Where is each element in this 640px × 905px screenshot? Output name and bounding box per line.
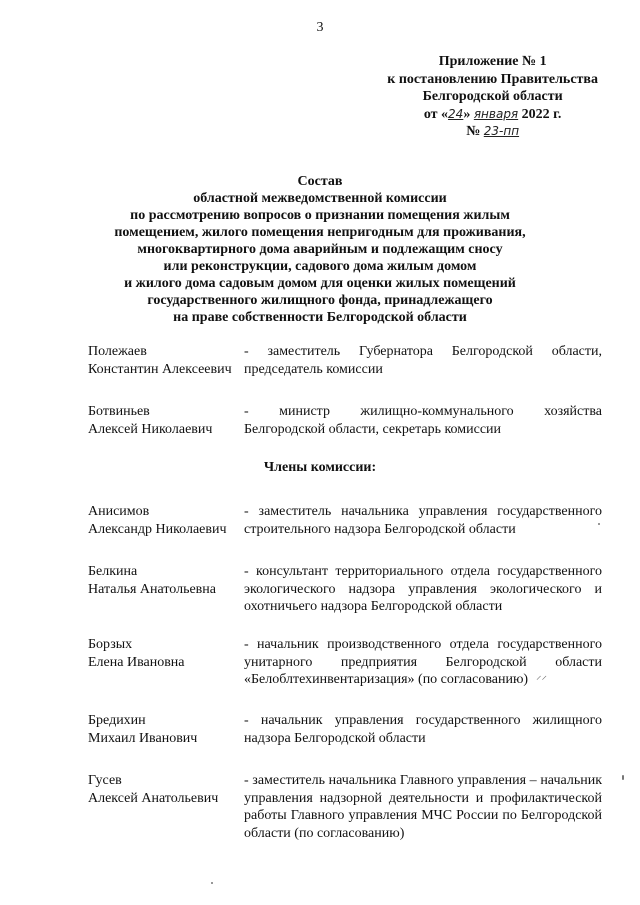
member-surname: Анисимов <box>88 504 150 519</box>
member-position: - начальник управления государственного жилищного надзора Белгородской области <box>244 713 602 746</box>
member-given-names: Михаил Иванович <box>88 730 198 746</box>
scan-speck <box>211 882 213 884</box>
member-surname: Борзых <box>88 637 133 652</box>
page-number: 3 <box>316 20 324 35</box>
document-title <box>0 173 640 326</box>
member-given-names: Елена Ивановна <box>88 654 185 670</box>
member-position: - заместитель начальника Главного управления – начальник управления надзорной деятельности и профилактической работы Главного управления МЧС России по Белгородской области (по согласованию) <box>244 773 602 841</box>
title-line: помещением, жилого помещения непригодным для проживания, <box>114 225 526 240</box>
member-position: - консультант территориального отдела государственного экологического надзора управления экологического и охотничьего надзора Белгородской области <box>244 564 602 614</box>
member-surname: Гусев <box>88 773 122 788</box>
appendix-header <box>387 53 598 141</box>
member-name <box>88 403 246 438</box>
title-line: Состав <box>297 174 343 189</box>
date-day: 24 <box>448 106 464 121</box>
member-name <box>88 503 246 538</box>
member-surname: Бредихин <box>88 713 146 728</box>
appendix-title: Приложение № 1 <box>438 54 547 69</box>
title-line: или реконструкции, садового дома жилым домом <box>163 259 477 274</box>
member-given-names: Наталья Анатольевна <box>88 581 217 597</box>
member-given-names: Константин Алексеевич <box>88 361 232 377</box>
appendix-date: от «24» января 2022 г. <box>423 106 562 122</box>
scan-speck <box>622 775 624 780</box>
member-surname: Ботвиньев <box>88 404 150 419</box>
member-name <box>88 772 246 807</box>
date-month: января <box>473 106 519 121</box>
title-line: по рассмотрению вопросов о признании помещения жилым <box>130 208 510 223</box>
resolution-number: 23-пп <box>483 124 520 138</box>
member-position: - заместитель начальника управления государственного строительного надзора Белгородской области <box>244 504 602 537</box>
date-year: 2022 г. <box>521 106 562 122</box>
member-given-names: Алексей Анатольевич <box>88 790 219 806</box>
title-line: и жилого дома садовым домом для оценки жилых помещений <box>124 276 516 291</box>
member-name <box>88 563 246 598</box>
member-name <box>88 636 246 671</box>
member-position: - начальник производственного отдела государственного унитарного предприятия Белгородской области «Белоблтехинвентаризация» (по согласованию) <box>244 637 602 687</box>
appendix-number: № 23-пп <box>466 124 520 139</box>
member-name <box>88 712 246 747</box>
member-given-names: Алексей Николаевич <box>88 421 213 437</box>
title-line: областной межведомственной комиссии <box>193 191 447 206</box>
title-line: государственного жилищного фонда, принадлежащего <box>147 293 493 308</box>
title-line: на праве собственности Белгородской области <box>173 310 467 325</box>
member-surname: Полежаев <box>88 344 147 359</box>
member-position: - заместитель Губернатора Белгородской области, председатель комиссии <box>244 344 602 377</box>
member-surname: Белкина <box>88 564 138 579</box>
appendix-region: Белгородской области <box>422 89 563 104</box>
pen-mark: ⸝⸝ <box>536 670 547 682</box>
title-line: многоквартирного дома аварийным и подлежащим сносу <box>137 242 503 257</box>
members-heading: Члены комиссии: <box>263 460 377 475</box>
member-name <box>88 343 246 378</box>
member-position: - министр жилищно-коммунального хозяйства Белгородской области, секретарь комиссии <box>244 404 602 437</box>
scan-speck <box>598 523 600 525</box>
member-given-names: Александр Николаевич <box>88 521 227 537</box>
appendix-resolution: к постановлению Правительства <box>387 71 598 87</box>
